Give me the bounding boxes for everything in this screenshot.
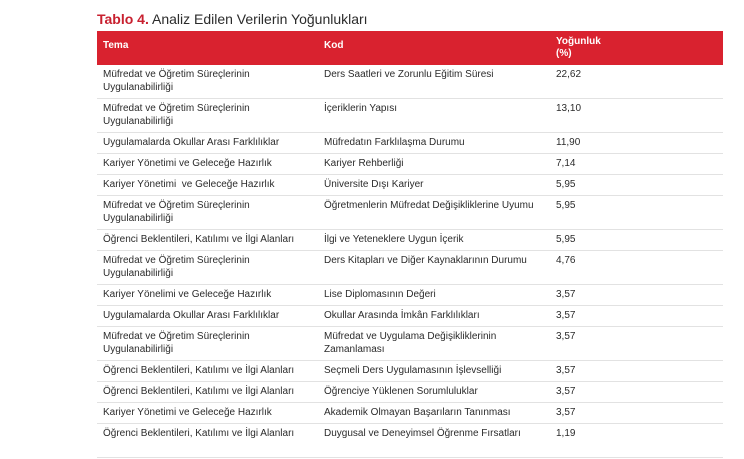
cell-yogunluk: 3,57 xyxy=(550,403,723,424)
header-yogunluk-unit: (%) xyxy=(556,48,572,59)
cell-kod: Üniversite Dışı Kariyer xyxy=(318,175,550,196)
table-row xyxy=(97,230,723,251)
cell-tema: Müfredat ve Öğretim Süreçlerinin Uygulanabilirliği xyxy=(97,65,318,99)
table-row xyxy=(97,403,723,424)
cell-kod: Öğrenciye Yüklenen Sorumluluklar xyxy=(318,382,550,403)
cell-tema: Müfredat ve Öğretim Süreçlerinin Uygulanabilirliği xyxy=(97,327,318,361)
header-tema: Tema xyxy=(103,40,129,51)
density-table xyxy=(97,31,723,458)
table-caption-title: Analiz Edilen Verilerin Yoğunlukları xyxy=(151,11,368,27)
table-row xyxy=(97,251,723,285)
cell-kod: Lise Diplomasının Değeri xyxy=(318,285,550,306)
cell-kod: Öğretmenlerin Müfredat Değişikliklerine Uyumu xyxy=(318,196,550,230)
cell-kod: İlgi ve Yeteneklere Uygun İçerik xyxy=(318,230,550,251)
cell-yogunluk: 11,90 xyxy=(550,133,723,154)
cell-yogunluk: 1,19 xyxy=(550,424,723,458)
cell-tema: Müfredat ve Öğretim Süreçlerinin Uygulanabilirliği xyxy=(97,196,318,230)
cell-kod: Müfredat ve Uygulama Değişikliklerinin Zamanlaması xyxy=(318,327,550,361)
cell-kod: Seçmeli Ders Uygulamasının İşlevselliği xyxy=(318,361,550,382)
table-row xyxy=(97,285,723,306)
cell-kod: Okullar Arasında İmkân Farklılıkları xyxy=(318,306,550,327)
table-row xyxy=(97,133,723,154)
cell-tema: Öğrenci Beklentileri, Katılımı ve İlgi Alanları xyxy=(97,382,318,403)
cell-kod: İçeriklerin Yapısı xyxy=(318,99,550,133)
table-row xyxy=(97,327,723,361)
table-caption-label: Tablo 4. xyxy=(97,11,149,27)
cell-kod: Müfredatın Farklılaşma Durumu xyxy=(318,133,550,154)
cell-yogunluk: 5,95 xyxy=(550,175,723,196)
cell-yogunluk: 7,14 xyxy=(550,154,723,175)
cell-tema: Öğrenci Beklentileri, Katılımı ve İlgi Alanları xyxy=(97,361,318,382)
cell-tema: Kariyer Yönetimi ve Geleceğe Hazırlık xyxy=(97,403,318,424)
cell-tema: Müfredat ve Öğretim Süreçlerinin Uygulanabilirliği xyxy=(97,251,318,285)
cell-tema: Öğrenci Beklentileri, Katılımı ve İlgi Alanları xyxy=(97,230,318,251)
cell-yogunluk: 13,10 xyxy=(550,99,723,133)
cell-tema: Kariyer Yönelimi ve Geleceğe Hazırlık xyxy=(97,285,318,306)
cell-yogunluk: 3,57 xyxy=(550,285,723,306)
table-row xyxy=(97,154,723,175)
cell-yogunluk: 3,57 xyxy=(550,327,723,361)
cell-kod: Kariyer Rehberliği xyxy=(318,154,550,175)
cell-yogunluk: 5,95 xyxy=(550,196,723,230)
cell-yogunluk: 5,95 xyxy=(550,230,723,251)
table-row xyxy=(97,65,723,99)
cell-yogunluk: 4,76 xyxy=(550,251,723,285)
header-yogunluk-label: Yoğunluk xyxy=(556,36,601,47)
cell-kod: Duygusal ve Deneyimsel Öğrenme Fırsatları xyxy=(318,424,550,458)
header-yogunluk xyxy=(550,31,723,65)
table-row xyxy=(97,175,723,196)
cell-yogunluk: 3,57 xyxy=(550,361,723,382)
table-row xyxy=(97,361,723,382)
cell-tema: Kariyer Yönetimi ve Geleceğe Hazırlık xyxy=(97,175,318,196)
table-header-row xyxy=(97,31,723,65)
table-row xyxy=(97,424,723,458)
cell-yogunluk: 3,57 xyxy=(550,306,723,327)
table-row xyxy=(97,99,723,133)
cell-kod: Akademik Olmayan Başarıların Tanınması xyxy=(318,403,550,424)
table-row xyxy=(97,196,723,230)
cell-tema: Kariyer Yönetimi ve Geleceğe Hazırlık xyxy=(97,154,318,175)
cell-kod: Ders Saatleri ve Zorunlu Eğitim Süresi xyxy=(318,65,550,99)
cell-tema: Uygulamalarda Okullar Arası Farklılıklar xyxy=(97,306,318,327)
cell-tema: Müfredat ve Öğretim Süreçlerinin Uygulanabilirliği xyxy=(97,99,318,133)
table-row xyxy=(97,382,723,403)
cell-tema: Uygulamalarda Okullar Arası Farklılıklar xyxy=(97,133,318,154)
header-kod: Kod xyxy=(324,40,344,51)
cell-tema: Öğrenci Beklentileri, Katılımı ve İlgi Alanları xyxy=(97,424,318,458)
table-caption xyxy=(97,9,368,29)
cell-yogunluk: 3,57 xyxy=(550,382,723,403)
table-row xyxy=(97,306,723,327)
cell-kod: Ders Kitapları ve Diğer Kaynaklarının Durumu xyxy=(318,251,550,285)
cell-yogunluk: 22,62 xyxy=(550,65,723,99)
